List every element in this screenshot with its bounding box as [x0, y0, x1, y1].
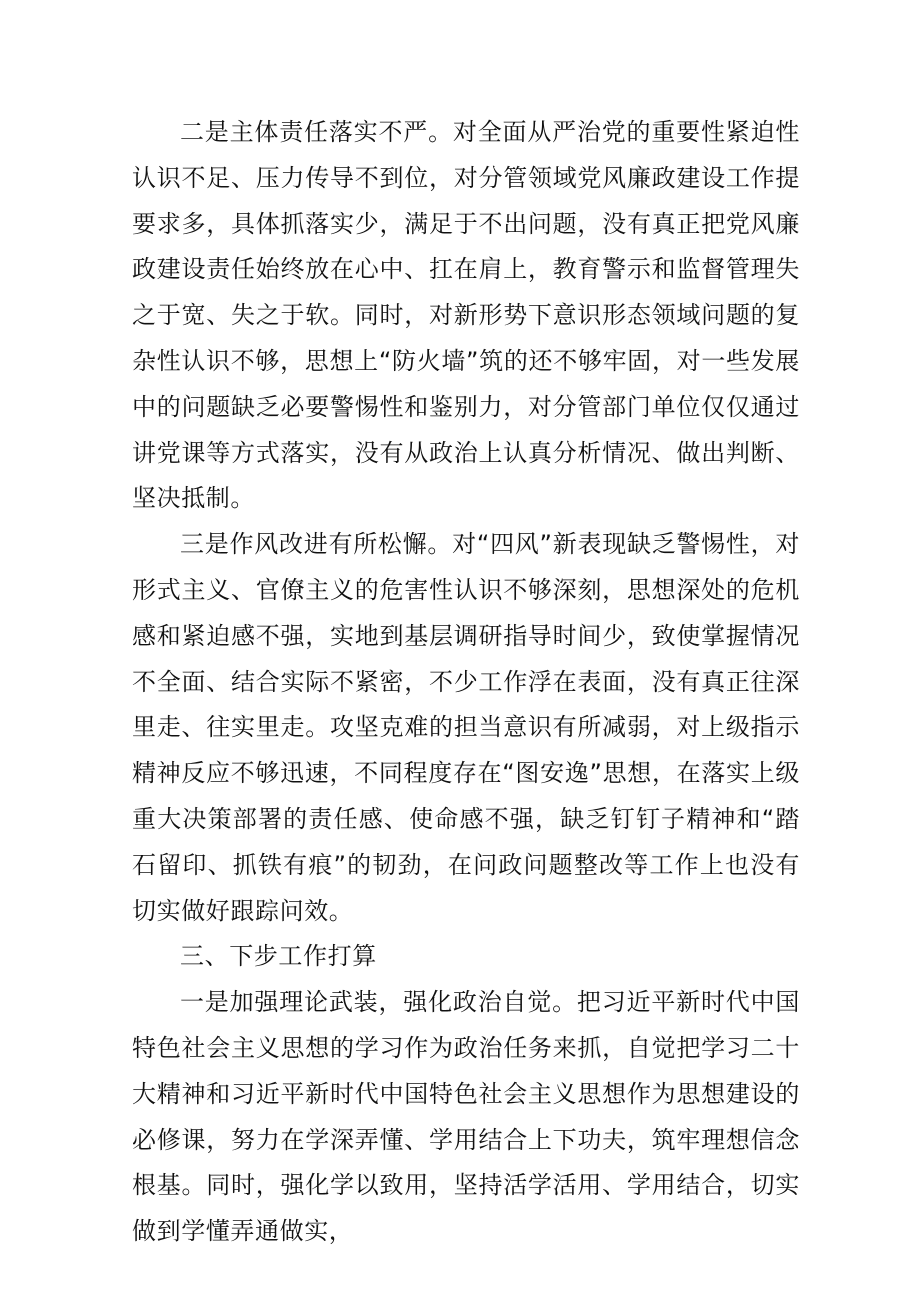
paragraph-subject-responsibility: 二是主体责任落实不严。对全面从严治党的重要性紧迫性认识不足、压力传导不到位，对分管领域党风廉政建设工作提要求多，具体抓落实少，满足于不出问题，没有真正把党风廉政建设责任始终放在心中、扛在肩上，教育警示和监督管理失之于宽、失之于软。同时，对新形势下意识形态领域问题的复杂性认识不够，思想上“防火墙”筑的还不够牢固，对一些发展中的问题缺乏必要警惕性和鉴别力，对分管部门单位仅仅通过讲党课等方式落实，没有从政治上认真分析情况、做出判断、坚决抵制。 [132, 118, 800, 513]
section-heading-next-steps: 三、下步工作打算 [180, 942, 377, 971]
paragraph-work-style: 三是作风改进有所松懈。对“四风”新表现缺乏警惕性，对形式主义、官僚主义的危害性认识不够深刻，思想深处的危机感和紧迫感不强，实地到基层调研指导时间少，致使掌握情况不全面、结合实际不紧密，不少工作浮在表面，没有真正往深里走、往实里走。攻坚克难的担当意识有所减弱，对上级指示精神反应不够迅速，不同程度存在“图安逸”思想，在落实上级重大决策部署的责任感、使命感不强，缺乏钉钉子精神和“踏石留印、抓铁有痕”的韧劲，在问政问题整改等工作上也没有切实做好跟踪问效。 [132, 530, 800, 925]
document-body [132, 110, 800, 1255]
paragraph-theory-study: 一是加强理论武装，强化政治自觉。把习近平新时代中国特色社会主义思想的学习作为政治任务来抓，自觉把学习二十大精神和习近平新时代中国特色社会主义思想作为思想建设的必修课，努力在学深弄懂、学用结合上下功夫，筑牢理想信念根基。同时，强化学以致用，坚持活学活用、学用结合，切实做到学懂弄通做实， [132, 988, 800, 1246]
